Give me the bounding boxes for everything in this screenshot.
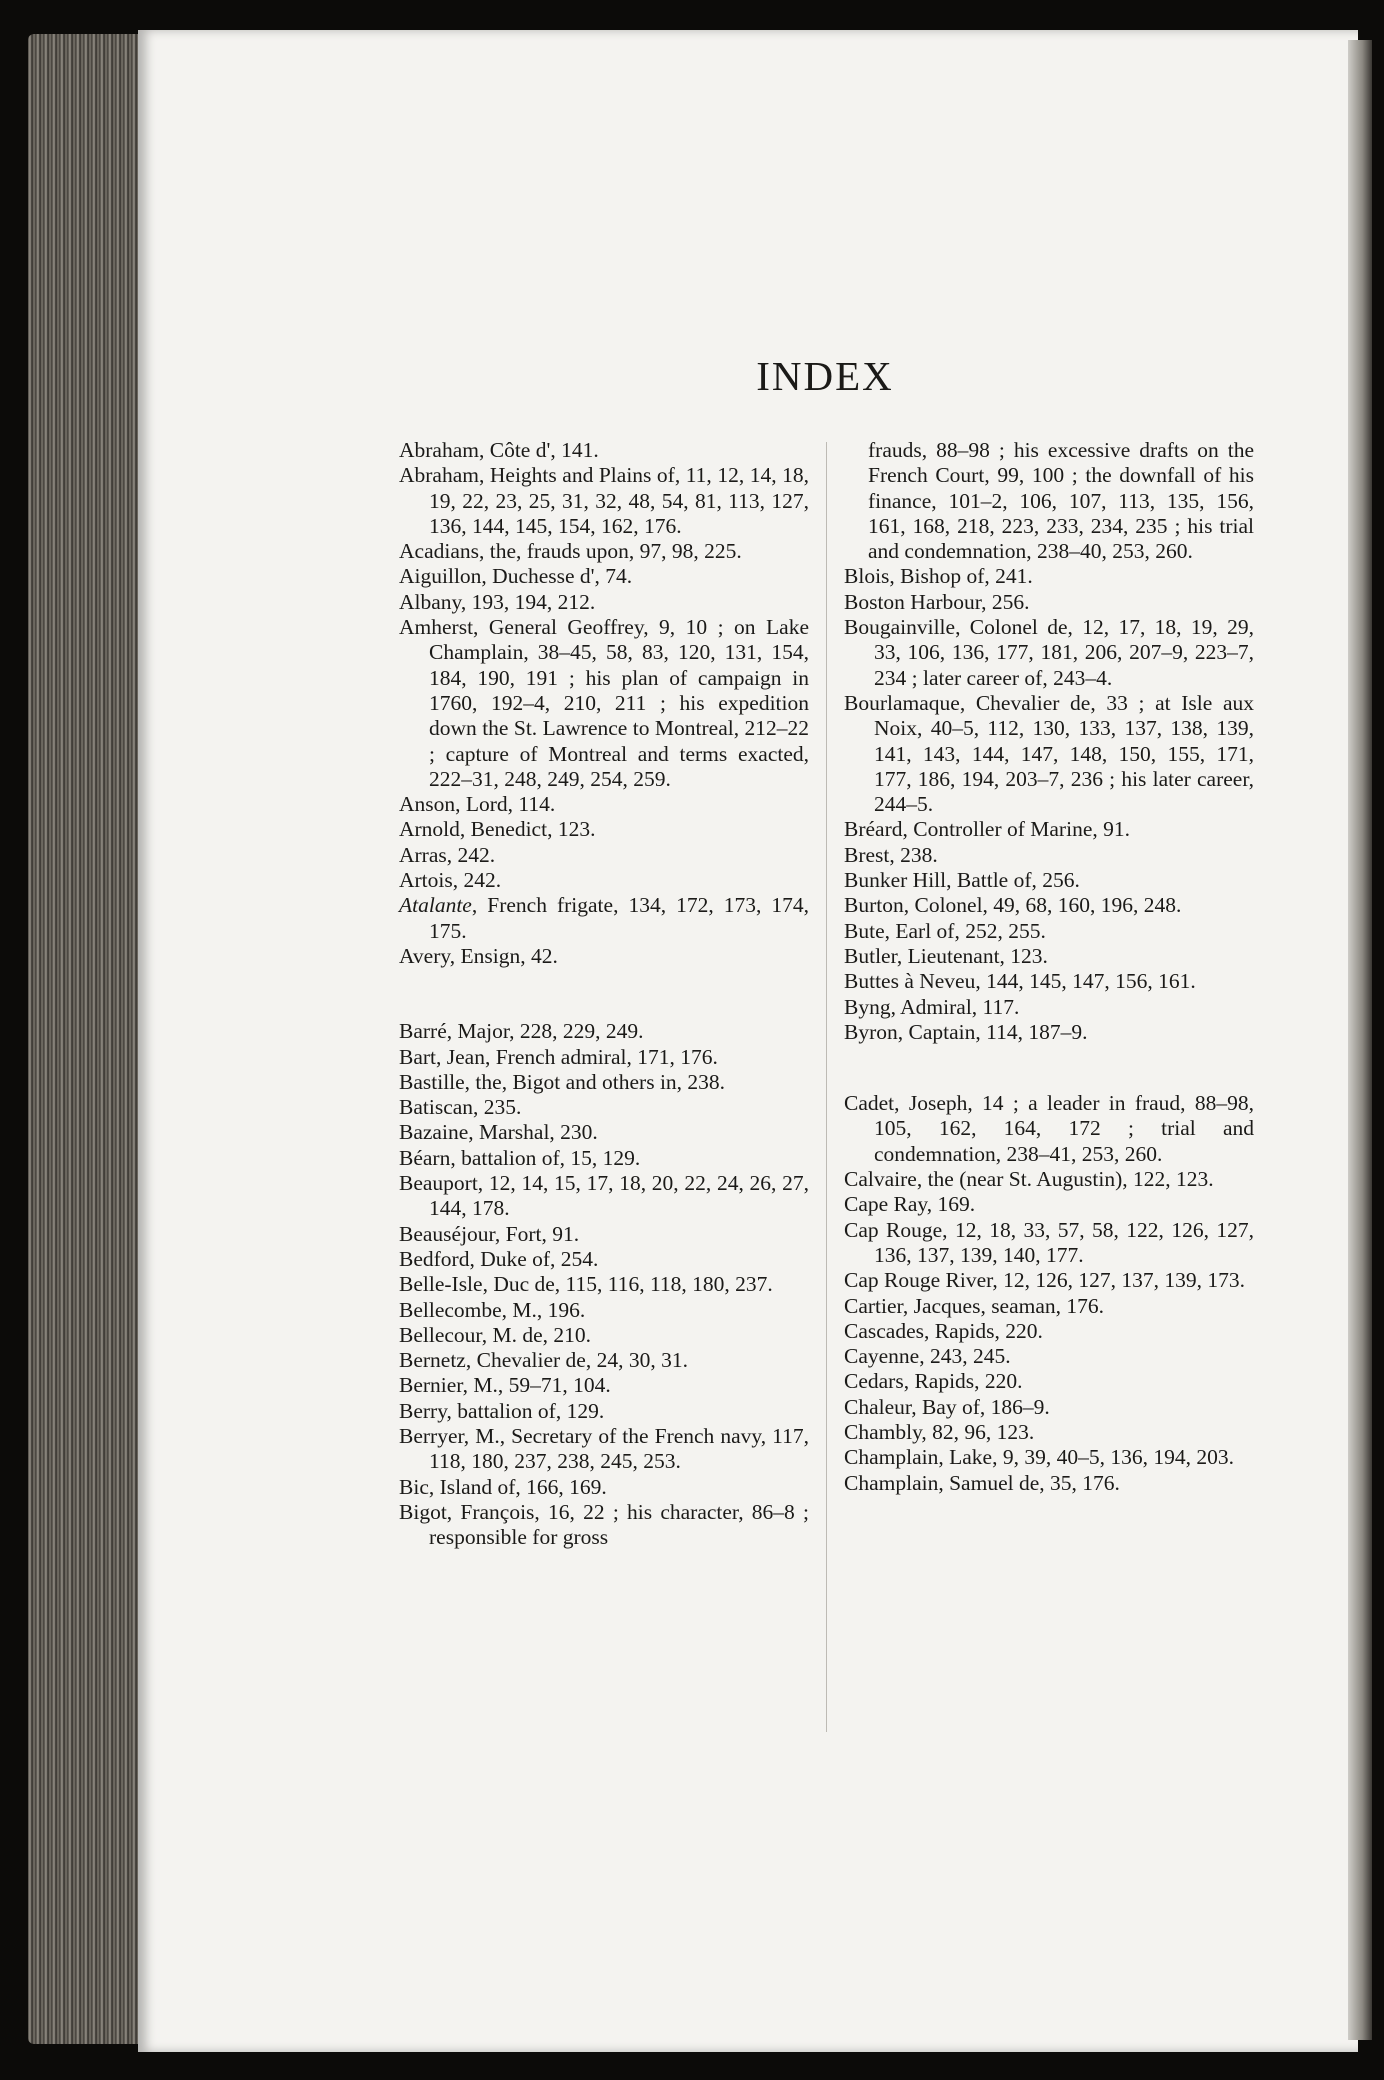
index-group-a bbox=[399, 438, 809, 893]
index-group-b bbox=[399, 1019, 809, 1550]
index-entry: Aiguillon, Duchesse d', 74. bbox=[399, 564, 633, 589]
index-entry: Belle-Isle, Duc de, 115, 116, 118, 180, 237. bbox=[399, 1272, 773, 1297]
index-entry: Bourlamaque, Chevalier de, 33 ; at Isle aux Noix, 40–5, 112, 130, 133, 137, 138, 139, 141, 143, 144, 147, 148, 150, 155, 171, 177, 186, 194, 203–7, 236 ; his later career, 244–5. bbox=[844, 690, 1254, 817]
index-entry: Bute, Earl of, 252, 255. bbox=[844, 918, 1046, 943]
index-entry: Cedars, Rapids, 220. bbox=[844, 1369, 1023, 1394]
index-entry: Beauséjour, Fort, 91. bbox=[399, 1221, 580, 1246]
index-group-a bbox=[844, 564, 1254, 1045]
index-entry: Cap Rouge River, 12, 126, 127, 137, 139, 173. bbox=[844, 1268, 1246, 1293]
index-entry: Cape Ray, 169. bbox=[844, 1192, 976, 1217]
index-entry: Bigot, François, 16, 22 ; his character, 86–8 ; responsible for gross bbox=[399, 1499, 809, 1550]
index-entry: Cartier, Jacques, seaman, 176. bbox=[844, 1293, 1105, 1318]
index-entry: Berryer, M., Secretary of the French navy, 117, 118, 180, 237, 238, 245, 253. bbox=[399, 1423, 809, 1474]
index-entry: Champlain, Samuel de, 35, 176. bbox=[844, 1470, 1120, 1495]
index-entry: Bellecombe, M., 196. bbox=[399, 1297, 586, 1322]
index-entry: Brest, 238. bbox=[844, 842, 938, 867]
index-entry: Amherst, General Geoffrey, 9, 10 ; on Lake Champlain, 38–45, 58, 83, 120, 131, 154, 184, 190, 191 ; his plan of campaign in 1760, 192–4, 210, 211 ; his expedition down the St. Lawrence to Montreal, 212–22 ; capture of Montreal and terms exacted, 222–31, 248, 249, 254, 259. bbox=[399, 615, 809, 791]
index-entry: Bougainville, Colonel de, 12, 17, 18, 19, 29, 33, 106, 136, 177, 181, 206, 207–9, 223–7, 234 ; later career of, 243–4. bbox=[844, 615, 1254, 690]
index-entry: Bunker Hill, Battle of, 256. bbox=[844, 868, 1080, 893]
index-entry: Beauport, 12, 14, 15, 17, 18, 20, 22, 24, 26, 27, 144, 178. bbox=[399, 1171, 809, 1221]
index-entry: Buttes à Neveu, 144, 145, 147, 156, 161. bbox=[844, 969, 1196, 994]
index-entry: Chaleur, Bay of, 186–9. bbox=[844, 1394, 1050, 1419]
index-entry: Barré, Major, 228, 229, 249. bbox=[399, 1019, 644, 1044]
index-column-right bbox=[844, 438, 1254, 1496]
index-entry: Bréard, Controller of Marine, 91. bbox=[844, 817, 1130, 842]
index-entry: Boston Harbour, 256. bbox=[844, 589, 1030, 614]
index-entry: Bellecour, M. de, 210. bbox=[399, 1322, 591, 1347]
index-entry: Cap Rouge, 12, 18, 33, 57, 58, 122, 126, 127, 136, 137, 139, 140, 177. bbox=[844, 1217, 1254, 1267]
index-entry: Berry, battalion of, 129. bbox=[399, 1398, 605, 1423]
index-entry: Atalante, French frigate, 134, 172, 173, 174, 175. bbox=[399, 893, 809, 943]
index-entry: Bastille, the, Bigot and others in, 238. bbox=[399, 1069, 726, 1094]
index-entry: Batiscan, 235. bbox=[399, 1095, 522, 1120]
index-entry: Champlain, Lake, 9, 39, 40–5, 136, 194, 203. bbox=[844, 1445, 1234, 1470]
index-entry-continuation: frauds, 88–98 ; his excessive drafts on the French Court, 99, 100 ; the downfall of his finance, 101–2, 106, 107, 113, 135, 156, 161, 168, 218, 223, 233, 234, 235 ; his trial and condemnation, 238–40, 253, 260. bbox=[868, 438, 1254, 564]
index-entry: Bedford, Duke of, 254. bbox=[399, 1246, 599, 1271]
book-page-edges bbox=[28, 34, 146, 2044]
index-entry: Bazaine, Marshal, 230. bbox=[399, 1120, 598, 1145]
ship-name: Atalante bbox=[399, 893, 472, 918]
index-entry: Abraham, Heights and Plains of, 11, 12, 14, 18, 19, 22, 23, 25, 31, 32, 48, 54, 81, 113, 127, 136, 144, 145, 154, 162, 176. bbox=[399, 463, 809, 538]
index-entry: Artois, 242. bbox=[399, 868, 502, 893]
right-page-edge bbox=[1348, 40, 1372, 2040]
index-entry: Avery, Ensign, 42. bbox=[399, 943, 558, 968]
index-entry: Cascades, Rapids, 220. bbox=[844, 1318, 1043, 1343]
index-entry: Calvaire, the (near St. Augustin), 122, 123. bbox=[844, 1167, 1214, 1192]
page-title: INDEX bbox=[756, 353, 894, 399]
index-entry: Bernier, M., 59–71, 104. bbox=[399, 1373, 611, 1398]
index-entry: Béarn, battalion of, 15, 129. bbox=[399, 1145, 641, 1170]
index-entry: Bart, Jean, French admiral, 171, 176. bbox=[399, 1044, 718, 1069]
index-entry: Bic, Island of, 166, 169. bbox=[399, 1474, 607, 1499]
index-entry: Blois, Bishop of, 241. bbox=[844, 564, 1033, 589]
index-entry: Cadet, Joseph, 14 ; a leader in fraud, 88–98, 105, 162, 164, 172 ; trial and condemnation, 238–41, 253, 260. bbox=[844, 1091, 1254, 1166]
index-group-b bbox=[844, 1091, 1254, 1496]
index-entry: Acadians, the, frauds upon, 97, 98, 225. bbox=[399, 539, 742, 564]
index-entry: Albany, 193, 194, 212. bbox=[399, 589, 596, 614]
index-entry: Butler, Lieutenant, 123. bbox=[844, 943, 1048, 968]
index-entry: Chambly, 82, 96, 123. bbox=[844, 1419, 1035, 1444]
index-entry: Arras, 242. bbox=[399, 842, 496, 867]
index-entry: Byron, Captain, 114, 187–9. bbox=[844, 1019, 1088, 1044]
index-entry: Cayenne, 243, 245. bbox=[844, 1344, 1011, 1369]
index-entry: Burton, Colonel, 49, 68, 160, 196, 248. bbox=[844, 893, 1182, 918]
index-entry: Anson, Lord, 114. bbox=[399, 792, 556, 817]
index-entry: Abraham, Côte d', 141. bbox=[399, 438, 599, 462]
index-column-left bbox=[399, 438, 809, 1550]
column-divider bbox=[826, 442, 827, 1732]
index-entry: Bernetz, Chevalier de, 24, 30, 31. bbox=[399, 1348, 688, 1373]
index-entry: Arnold, Benedict, 123. bbox=[399, 817, 596, 842]
index-entry: Byng, Admiral, 117. bbox=[844, 994, 1020, 1019]
